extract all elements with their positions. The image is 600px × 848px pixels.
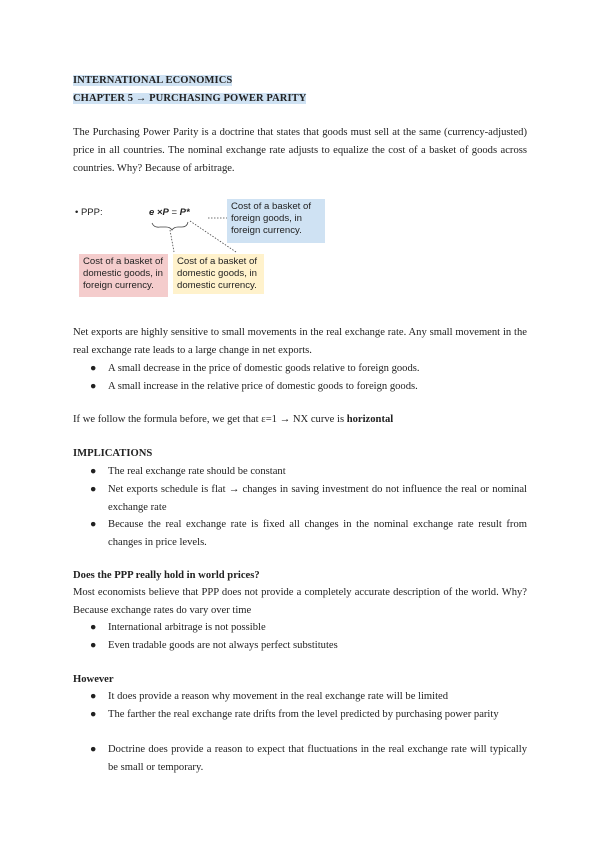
however-heading: However bbox=[73, 674, 114, 685]
ppp-hold-heading: Does the PPP really hold in world prices? bbox=[73, 570, 260, 581]
bullet-icon: ● bbox=[90, 363, 97, 374]
formula-right: P* bbox=[179, 207, 190, 218]
box-domestic-goods-domestic-currency: Cost of a basket of domestic goods, in domestic currency. bbox=[173, 254, 264, 294]
bullet-icon: ● bbox=[90, 519, 97, 530]
ppp-bullet-label: • PPP: bbox=[75, 207, 103, 218]
formula-eq: = bbox=[168, 207, 180, 218]
bullet-icon: ● bbox=[90, 466, 97, 477]
bullet-icon: ● bbox=[90, 381, 97, 392]
bullet-icon: ● bbox=[90, 484, 97, 495]
bullet-icon: ● bbox=[90, 709, 97, 720]
bullet-icon: ● bbox=[90, 691, 97, 702]
implications-heading: IMPLICATIONS bbox=[73, 448, 153, 459]
ppp-hold-paragraph: Most economists believe that PPP does not provide a completely accurate description of the world. Why? Because exchange rates do vary over time bbox=[73, 587, 527, 616]
document-page: INTERNATIONAL ECONOMICS CHAPTER 5 → PURCHASING POWER PARITY The Purchasing Power Parity is a doctrine that states that goods must sell at the same (currency-adjusted) price in all countries. The nominal exchange rate adjusts to equalize the cost of a basket of goods across countries. Why? Because of arbitrage. • PPP: e ×P = P* Cost of a basket of foreign goods, in foreign currency. Cost of a basket of domestic goods, in foreign currency. Cost of a basket of domestic goods, in domestic currency. Net exports are highly sensitive to small movements in the real exchange rate. Any small movement in the real exchange rate leads to a large change in net exports. ● A small decrease in the price of domestic goods relative to foreign goods. ● A small increase in the relative price of domestic goods to foreign goods. If we follow the formula before, we get that ε=1 → NX curve is horizontal IMPLICATIONS ● The real exchange rate should be constant ● Net exports schedule is flat → changes in saving investment do not influence the real or nominal exchange rate ● Because the real exchange rate is fixed all changes in the nominal exchange rate result from changes in price levels. Does the PPP really hold in world prices? Most economists believe that PPP does not provide a completely accurate description of the world. Why? Because exchange rates do vary over time ● International arbitrage is not possible ● Even tradable goods are not always perfect substitutes However ● It does provide a reason why movement in the real exchange rate will be limited ● The farther the real exchange rate drifts from the level predicted by purchasing power parity ● Doctrine does provide a reason to expect that fluctuations in the real exchange rate will typically be small or temporary. bbox=[0, 0, 600, 848]
net-exports-paragraph: Net exports are highly sensitive to small movements in the real exchange rate. Any small movement in the real exchange rate leads to a large change in net exports. bbox=[73, 327, 527, 356]
box-domestic-goods-foreign-currency: Cost of a basket of domestic goods, in foreign currency. bbox=[79, 254, 168, 297]
box-foreign-goods-foreign-currency: Cost of a basket of foreign goods, in foreign currency. bbox=[227, 199, 325, 243]
bullet-icon: ● bbox=[90, 640, 97, 651]
course-title: INTERNATIONAL ECONOMICS bbox=[73, 75, 233, 86]
formula-sentence: If we follow the formula before, we get that ε=1 → NX curve is horizontal bbox=[73, 414, 394, 425]
bullet-icon: ● bbox=[90, 744, 97, 755]
chapter-title: CHAPTER 5 → PURCHASING POWER PARITY bbox=[73, 93, 307, 104]
bullet-icon: ● bbox=[90, 622, 97, 633]
formula-left: e ×P bbox=[149, 207, 169, 218]
intro-paragraph: The Purchasing Power Parity is a doctrine that states that goods must sell at the same (currency-adjusted) price in all countries. The nominal exchange rate adjusts to equalize the cost of a basket of goods across countries. Why? Because of arbitrage. bbox=[73, 127, 527, 174]
